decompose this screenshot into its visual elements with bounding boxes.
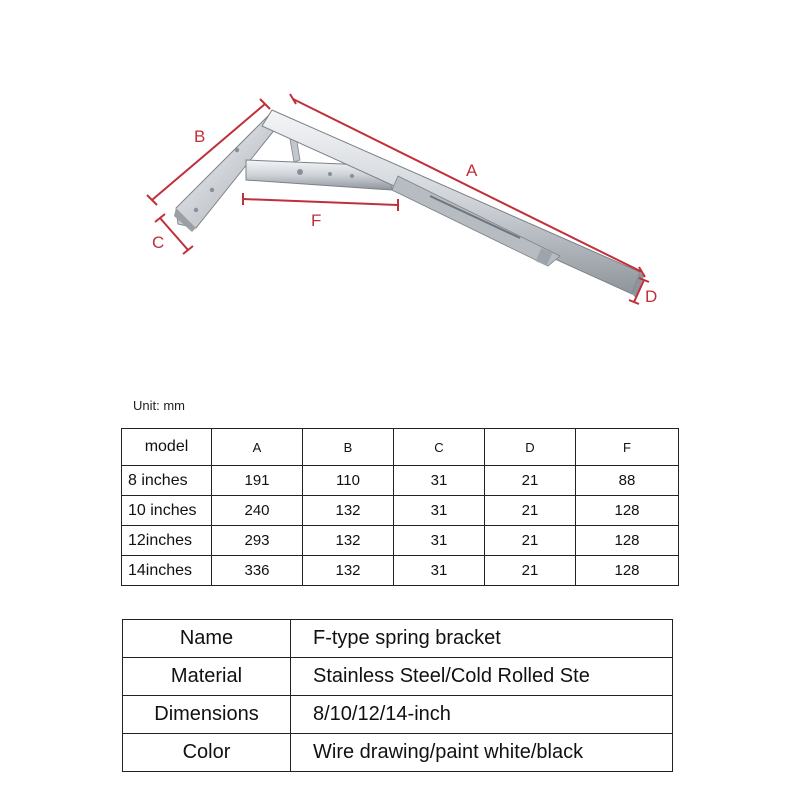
table-cell: 21 bbox=[485, 526, 576, 556]
bracket-diagram bbox=[0, 0, 800, 360]
table-cell: 21 bbox=[485, 466, 576, 496]
dimension-label-f: F bbox=[311, 211, 322, 230]
table-cell: 132 bbox=[303, 526, 394, 556]
dimension-lines bbox=[147, 94, 649, 304]
dimension-line-f bbox=[243, 199, 398, 205]
column-header: D bbox=[485, 429, 576, 466]
table-cell: 132 bbox=[303, 496, 394, 526]
table-cell: 128 bbox=[576, 526, 679, 556]
column-header: F bbox=[576, 429, 679, 466]
info-key: Name bbox=[123, 620, 291, 658]
column-header: B bbox=[303, 429, 394, 466]
table-cell: 10 inches bbox=[122, 496, 212, 526]
table-cell: 128 bbox=[576, 496, 679, 526]
info-row-material bbox=[123, 658, 673, 696]
dimension-spec-table bbox=[121, 428, 679, 586]
table-header-row bbox=[122, 429, 679, 466]
table-cell: 132 bbox=[303, 556, 394, 586]
table-cell: 31 bbox=[394, 556, 485, 586]
info-row-dimensions bbox=[123, 696, 673, 734]
bracket-long-arm bbox=[262, 110, 644, 298]
table-cell: 14inches bbox=[122, 556, 212, 586]
dimension-label-a: A bbox=[466, 161, 478, 180]
info-row-color bbox=[123, 734, 673, 772]
table-cell: 31 bbox=[394, 496, 485, 526]
dimension-label-b: B bbox=[194, 127, 206, 146]
column-header: C bbox=[394, 429, 485, 466]
table-cell: 21 bbox=[485, 556, 576, 586]
info-value: Stainless Steel/Cold Rolled Ste bbox=[291, 658, 673, 696]
table-cell: 31 bbox=[394, 526, 485, 556]
table-cell: 88 bbox=[576, 466, 679, 496]
table-row bbox=[122, 556, 679, 586]
dimension-label-d: D bbox=[645, 287, 658, 306]
column-header: model bbox=[122, 429, 212, 466]
info-value: 8/10/12/14-inch bbox=[291, 696, 673, 734]
table-cell: 110 bbox=[303, 466, 394, 496]
table-cell: 12inches bbox=[122, 526, 212, 556]
table-cell: 240 bbox=[212, 496, 303, 526]
info-row-name bbox=[123, 620, 673, 658]
info-key: Color bbox=[123, 734, 291, 772]
table-cell: 31 bbox=[394, 466, 485, 496]
table-cell: 21 bbox=[485, 496, 576, 526]
product-info-table bbox=[122, 619, 673, 772]
table-cell: 128 bbox=[576, 556, 679, 586]
unit-label: Unit: mm bbox=[133, 398, 185, 413]
dimension-label-c: C bbox=[152, 233, 165, 252]
table-row bbox=[122, 526, 679, 556]
table-cell: 191 bbox=[212, 466, 303, 496]
info-value: Wire drawing/paint white/black bbox=[291, 734, 673, 772]
table-cell: 293 bbox=[212, 526, 303, 556]
table-row bbox=[122, 496, 679, 526]
info-key: Material bbox=[123, 658, 291, 696]
info-key: Dimensions bbox=[123, 696, 291, 734]
table-cell: 336 bbox=[212, 556, 303, 586]
info-value: F-type spring bracket bbox=[291, 620, 673, 658]
column-header: A bbox=[212, 429, 303, 466]
table-row bbox=[122, 466, 679, 496]
table-cell: 8 inches bbox=[122, 466, 212, 496]
